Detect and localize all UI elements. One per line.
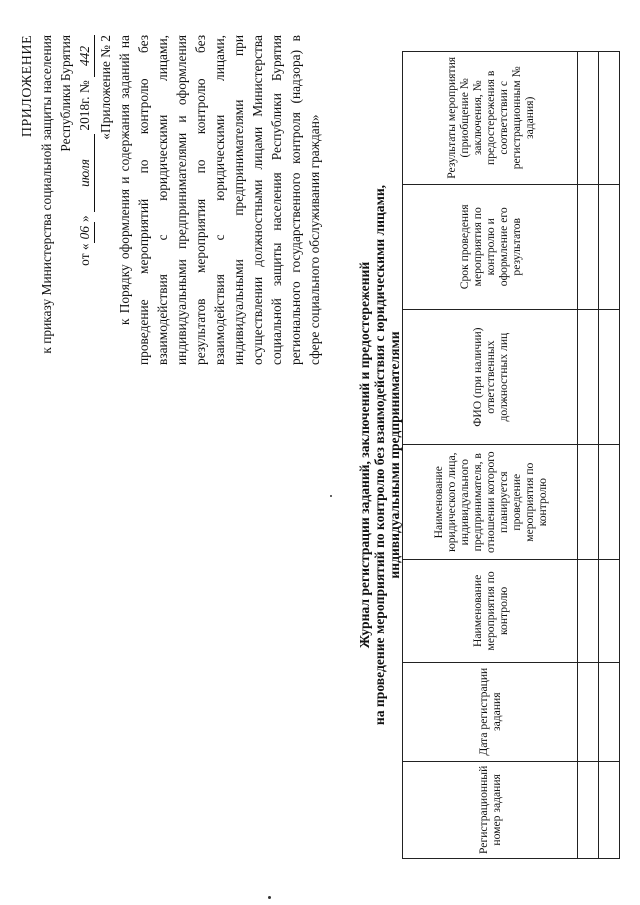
journal-title-line-1: Журнал регистрации заданий, заключений и предостережений (357, 261, 372, 649)
col-reg-date: Дата регистрации задания (403, 662, 578, 761)
table-cell (578, 52, 599, 185)
appendix-header (18, 35, 324, 365)
order-number: 442 (75, 35, 95, 77)
appendix-order-line: к приказу Министерства социальной защиты населения (39, 35, 54, 354)
appendix-region-line: Республики Бурятия (58, 35, 73, 152)
scan-speck (330, 495, 332, 497)
appendix-title: ПРИЛОЖЕНИЕ (20, 35, 35, 138)
table-cell (578, 184, 599, 309)
appendix-date-line (75, 35, 95, 365)
table-cell (578, 309, 599, 444)
table-cell (578, 445, 599, 560)
table-cell (599, 309, 620, 444)
table-cell (578, 662, 599, 761)
col-reg-number: Регистрационный номер задания (403, 761, 578, 858)
date-year: 2018г. № (77, 80, 92, 131)
table-cell (578, 560, 599, 663)
annex-title: «Приложение № 2 (98, 35, 113, 140)
col-entity-name: Наименование юридического лица, индивидуального предпринимателя, в отношении которого планируется проведение мероприятия по контролю (403, 445, 578, 560)
table-row (599, 52, 620, 859)
date-mid: » (77, 215, 92, 223)
col-results: Результаты мероприятия (приобщение № заключения, № предостережения в соответствии с регистрационным № задания) (403, 52, 578, 185)
registration-table (402, 51, 620, 859)
journal-title (357, 85, 402, 825)
table-cell (599, 184, 620, 309)
col-deadline: Срок проведения мероприятия по контролю и оформление его результатов (403, 184, 578, 309)
table-header-row (403, 52, 578, 859)
date-month: июля (75, 134, 95, 212)
table-cell (578, 761, 599, 858)
table-cell (599, 445, 620, 560)
table-row (578, 52, 599, 859)
annex-text: к Порядку оформления и содержания заданий на проведение мероприятий по контролю без взаимодействия с юридическими лицами, индивидуальными предпринимателями и оформления результатов мероприятия по контролю без взаимодействия с юридическими лицами, индивидуальными предпринимателями при осуществлении должностными лицами Министерства социальной защиты населения Республики Бурятия регионального государственного контроля (надзора) в сфере социального обслуживания граждан» (117, 35, 322, 365)
col-event-name: Наименование мероприятия по контролю (403, 560, 578, 663)
table-cell (599, 560, 620, 663)
table-cell (599, 52, 620, 185)
col-officials: ФИО (при наличии) ответственных должностных лиц (403, 309, 578, 444)
journal-title-line-2: на проведение мероприятий по контролю без взаимодействия с юридическими лицами, (372, 184, 387, 726)
table-cell (599, 662, 620, 761)
table-cell (599, 761, 620, 858)
scan-speck (268, 896, 271, 899)
date-prefix: от « (77, 243, 92, 266)
date-day: 06 (75, 222, 95, 243)
journal-title-line-3: индивидуальными предпринимателями (387, 331, 402, 579)
